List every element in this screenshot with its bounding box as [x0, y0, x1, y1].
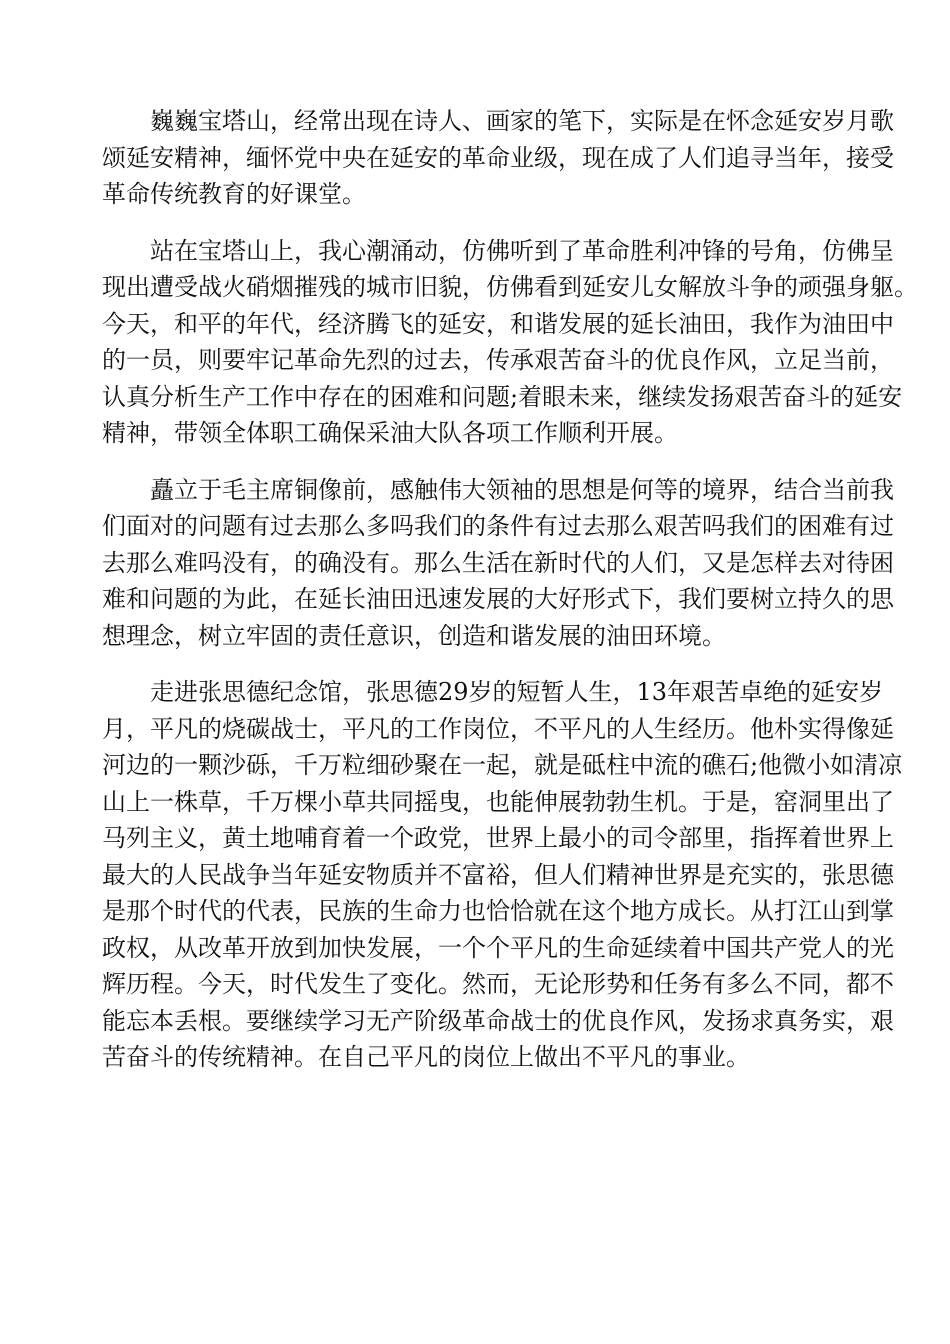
- document-body: [102, 103, 918, 1096]
- paragraph-chairman-statue: [102, 472, 894, 655]
- paragraph-line: 辉历程。今天，时代发生了变化。然而，无论形势和任务有多么不同，都不: [102, 970, 894, 998]
- paragraph-line: 山上一株草，千万棵小草共同摇曳，也能伸展勃勃生机。于是，窑洞里出了: [102, 787, 894, 816]
- paragraph-line: 颂延安精神，缅怀党中央在延安的革命业级，现在成了人们追寻当年，接受: [102, 143, 894, 172]
- paragraph-line: 巍巍宝塔山，经常出现在诗人、画家的笔下，实际是在怀念延安岁月歌: [150, 107, 894, 135]
- paragraph-standing-on-mountain: [102, 233, 918, 452]
- paragraph-line: 去那么难吗没有，的确没有。那么生活在新时代的人们，又是怎样去对待困: [102, 548, 894, 577]
- paragraph-line: 站在宝塔山上，我心潮涌动，仿佛听到了革命胜利冲锋的号角，仿佛呈: [150, 236, 894, 265]
- paragraph-line: 马列主义，黄土地哺育着一个政党，世界上最小的司令部里，指挥着世界上: [102, 824, 894, 852]
- paragraph-line: 难和问题的为此，在延长油田迅速发展的大好形式下，我们要树立持久的思: [102, 585, 894, 613]
- paragraph-line: 想理念，树立牢固的责任意识，创造和谐发展的油田环境。: [102, 621, 726, 650]
- paragraph-line: 最大的人民战争当年延安物质并不富裕，但人们精神世界是充实的，张思德: [102, 860, 894, 889]
- paragraph-line: 是那个时代的代表，民族的生命力也恰恰就在这个地方成长。从打江山到掌: [102, 897, 894, 925]
- paragraph-line: 走进张思德纪念馆，张思德29岁的短暂人生，13年艰苦卓绝的延安岁: [150, 678, 884, 706]
- paragraph-line: 苦奋斗的传统精神。在自己平凡的岗位上做出不平凡的事业。: [102, 1043, 750, 1071]
- paragraph-line: 认真分析生产工作中存在的困难和问题;着眼未来，继续发扬艰苦奋斗的延安: [102, 382, 903, 411]
- paragraph-line: 能忘本丢根。要继续学习无产阶级革命战士的优良作风，发扬求真务实，艰: [102, 1006, 894, 1035]
- paragraph-line: 精神，带领全体职工确保采油大队各项工作顺利开展。: [102, 419, 678, 447]
- paragraph-line: 现出遭受战火硝烟摧残的城市旧貌，仿佛看到延安儿女解放斗争的顽强身躯。: [102, 273, 918, 301]
- paragraph-line: 河边的一颗沙砾，千万粒细砂聚在一起，就是砥柱中流的礁石;他微小如清凉: [102, 751, 903, 779]
- paragraph-baota-mountain: [102, 103, 894, 213]
- paragraph-line: 矗立于毛主席铜像前，感触伟大领袖的思想是何等的境界，结合当前我: [150, 475, 894, 504]
- paragraph-line: 的一员，则要牢记革命先烈的过去，传承艰苦奋斗的优良作风，立足当前，: [102, 346, 894, 374]
- paragraph-zhang-side-memorial: [102, 674, 903, 1076]
- paragraph-line: 们面对的问题有过去那么多吗我们的条件有过去那么艰苦吗我们的困难有过: [102, 512, 894, 540]
- paragraph-line: 政权，从改革开放到加快发展，一个个平凡的生命延续着中国共产党人的光: [102, 933, 894, 962]
- paragraph-line: 今天，和平的年代，经济腾飞的延安，和谐发展的延长油田，我作为油田中: [102, 309, 894, 338]
- paragraph-line: 革命传统教育的好课堂。: [102, 180, 366, 208]
- paragraph-line: 月，平凡的烧碳战士，平凡的工作岗位，不平凡的人生经历。他朴实得像延: [102, 714, 894, 743]
